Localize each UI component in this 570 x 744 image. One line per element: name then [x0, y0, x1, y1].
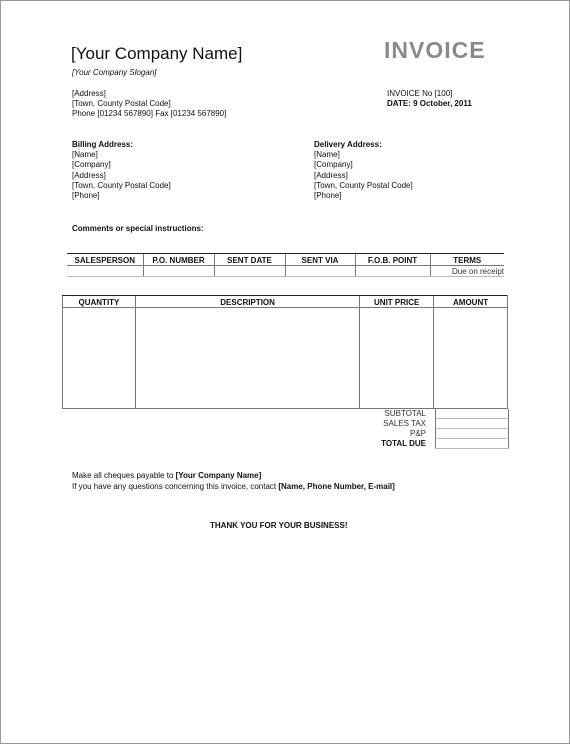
delivery-heading: Delivery Address: [314, 140, 382, 149]
cheques-company: [Your Company Name] [175, 471, 262, 480]
cell-salesperson[interactable] [67, 266, 143, 277]
cell-sent-via[interactable] [285, 266, 355, 277]
col-sent-date: SENT DATE [214, 254, 285, 266]
delivery-line: [Company] [314, 160, 353, 170]
billing-line: [Company] [72, 160, 111, 170]
col-po-number: P.O. NUMBER [143, 254, 214, 266]
invoice-number: INVOICE No [100] [387, 89, 453, 98]
billing-line: [Address] [72, 170, 106, 180]
col-salesperson: SALESPERSON [67, 254, 143, 266]
delivery-line: [Town, County Postal Code] [314, 180, 413, 190]
company-slogan: [Your Company Slogan] [72, 68, 157, 77]
invoice-meta-block [387, 89, 472, 109]
col-terms: TERMS [430, 254, 504, 266]
company-phone-fax: Phone [01234 567890] Fax [01234 567890] [72, 109, 227, 119]
cell-fob-point[interactable] [355, 266, 430, 277]
billing-address-block [72, 140, 171, 201]
unit-price-cell[interactable] [360, 308, 434, 409]
pp-row [301, 429, 508, 439]
cheques-prefix: Make all cheques payable to [72, 471, 176, 480]
billing-line: [Name] [72, 150, 98, 160]
cell-po-number[interactable] [143, 266, 214, 277]
thank-you-message: THANK YOU FOR YOUR BUSINESS! [210, 521, 348, 530]
subtotal-row [301, 409, 508, 419]
sales-tax-value[interactable] [435, 419, 509, 429]
company-town: [Town, County Postal Code] [72, 99, 171, 109]
total-due-label: TOTAL DUE [381, 439, 426, 448]
total-due-value[interactable] [435, 439, 509, 449]
cell-sent-date[interactable] [214, 266, 285, 277]
questions-note [72, 482, 395, 492]
delivery-address-block [314, 140, 413, 201]
subtotal-value[interactable] [435, 409, 509, 419]
sales-tax-label: SALES TAX [383, 419, 426, 428]
company-name: [Your Company Name] [71, 44, 243, 63]
invoice-title: INVOICE [384, 37, 486, 63]
description-cell[interactable] [135, 308, 359, 409]
delivery-line: [Phone] [314, 191, 342, 201]
pp-value[interactable] [435, 429, 509, 439]
col-amount: AMOUNT [434, 296, 508, 308]
total-due-row [301, 439, 508, 449]
col-unit-price: UNIT PRICE [360, 296, 434, 308]
quantity-cell[interactable] [63, 308, 136, 409]
sales-tax-row [301, 419, 508, 429]
col-quantity: QUANTITY [63, 296, 136, 308]
delivery-line: [Name] [314, 150, 340, 160]
company-address: [Address] [72, 89, 106, 98]
billing-heading: Billing Address: [72, 140, 134, 149]
billing-line: [Phone] [72, 191, 100, 201]
delivery-line: [Address] [314, 170, 348, 180]
col-fob-point: F.O.B. POINT [355, 254, 430, 266]
col-sent-via: SENT VIA [285, 254, 355, 266]
cell-terms[interactable]: Due on receipt [430, 266, 504, 277]
table-row [63, 308, 508, 409]
comments-label: Comments or special instructions: [72, 224, 204, 233]
pp-label: P&P [409, 429, 426, 438]
questions-prefix: If you have any questions concerning this invoice, contact [72, 482, 279, 491]
table-row [67, 266, 504, 277]
amount-cell[interactable] [434, 308, 508, 409]
billing-line: [Town, County Postal Code] [72, 180, 171, 190]
line-items-table [62, 295, 508, 409]
company-address-block [72, 89, 226, 120]
cheques-note [72, 471, 261, 481]
col-description: DESCRIPTION [135, 296, 359, 308]
order-info-table [67, 253, 504, 277]
subtotal-label: SUBTOTAL [384, 409, 426, 418]
questions-contact: [Name, Phone Number, E-mail] [278, 482, 395, 491]
invoice-date: DATE: 9 October, 2011 [387, 99, 472, 109]
